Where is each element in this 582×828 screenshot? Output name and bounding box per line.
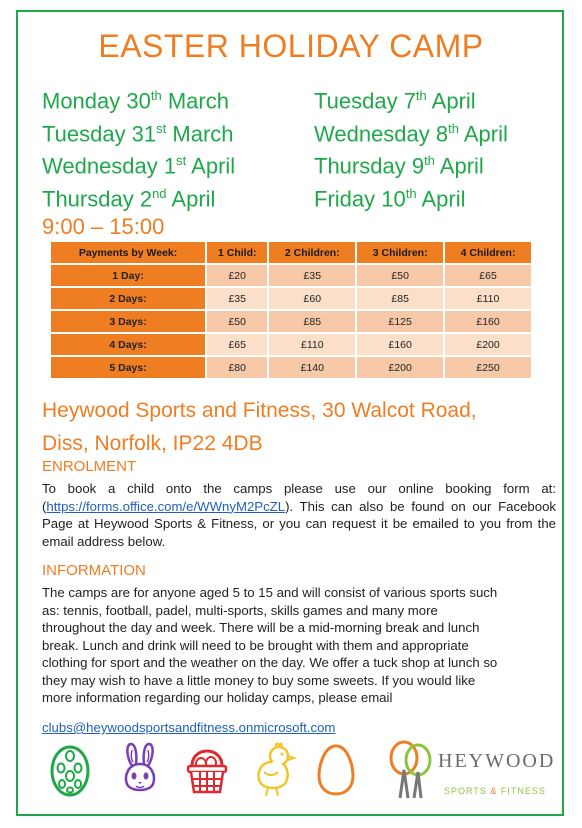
price-cell: £35 xyxy=(207,288,267,309)
price-cell: £35 xyxy=(269,265,355,286)
date-line: Tuesday 31st March xyxy=(42,120,234,146)
price-cell: £65 xyxy=(207,334,267,355)
logo-tagline: SPORTS & FITNESS xyxy=(444,786,546,796)
date-line: Monday 30th March xyxy=(42,88,229,114)
table-row xyxy=(51,357,531,378)
info-line: clothing for sport and the weather on the day. We offer a tuck shop at lunch so xyxy=(42,655,498,670)
row-header: 2 Days: xyxy=(51,288,205,309)
column-header: Payments by Week: xyxy=(51,242,205,263)
row-header: 1 Day: xyxy=(51,265,205,286)
date-line: Thursday 9th April xyxy=(314,153,484,179)
row-header: 3 Days: xyxy=(51,311,205,332)
price-table xyxy=(49,240,533,380)
contact-email-link[interactable]: clubs@heywoodsportsandfitness.onmicrosoft.com xyxy=(42,720,336,735)
price-cell: £160 xyxy=(357,334,443,355)
venue-address xyxy=(42,394,477,460)
price-cell: £80 xyxy=(207,357,267,378)
date-line: Tuesday 7th April xyxy=(314,88,476,114)
price-table-header xyxy=(51,242,531,263)
heywood-logo xyxy=(384,740,560,806)
price-cell: £65 xyxy=(445,265,531,286)
price-cell: £125 xyxy=(357,311,443,332)
tree-logo-icon xyxy=(384,740,440,802)
plain-egg-icon xyxy=(316,742,356,798)
price-cell: £85 xyxy=(269,311,355,332)
address-line: Diss, Norfolk, IP22 4DB xyxy=(42,432,263,455)
info-line: as: tennis, football, padel, multi-sports, skills games and many more xyxy=(42,602,438,618)
price-cell: £50 xyxy=(207,311,267,332)
column-header: 3 Children: xyxy=(357,242,443,263)
table-row xyxy=(51,265,531,286)
dates-week-two xyxy=(314,80,508,210)
price-cell: £200 xyxy=(445,334,531,355)
info-line: break. Lunch and drink will need to be brought with them and appropriate xyxy=(42,637,469,653)
information-text xyxy=(42,584,556,707)
logo-wordmark: HEYWOOD xyxy=(438,750,556,772)
address-line: Heywood Sports and Fitness, 30 Walcot Road, xyxy=(42,399,477,422)
row-header: 5 Days: xyxy=(51,357,205,378)
info-line: The camps are for anyone aged 5 to 15 and will consist of various sports such xyxy=(42,585,498,600)
info-line: throughout the day and week. There will be a mid-morning break and lunch xyxy=(42,620,480,635)
table-row xyxy=(51,334,531,355)
price-cell: £60 xyxy=(269,288,355,309)
row-header: 4 Days: xyxy=(51,334,205,355)
column-header: 2 Children: xyxy=(269,242,355,263)
table-row xyxy=(51,311,531,332)
price-cell: £160 xyxy=(445,311,531,332)
egg-icon xyxy=(48,742,92,798)
column-header: 4 Children: xyxy=(445,242,531,263)
price-cell: £50 xyxy=(357,265,443,286)
price-cell: £110 xyxy=(269,334,355,355)
price-cell: £85 xyxy=(357,288,443,309)
column-header: 1 Child: xyxy=(207,242,267,263)
enrolment-heading: ENROLMENT xyxy=(42,458,137,475)
date-line: Wednesday 8th April xyxy=(314,120,508,146)
price-cell: £20 xyxy=(207,265,267,286)
info-line: they may wish to have a little money to buy some sweets. If you would like xyxy=(42,672,476,688)
date-line: Wednesday 1st April xyxy=(42,153,236,179)
price-cell: £140 xyxy=(269,357,355,378)
price-cell: £250 xyxy=(445,357,531,378)
dates-week-one xyxy=(42,80,235,210)
camp-hours: 9:00 – 15:00 xyxy=(42,214,165,239)
info-line: more information regarding our holiday camps, please email xyxy=(42,690,393,705)
chick-icon xyxy=(252,742,298,798)
price-cell: £200 xyxy=(357,357,443,378)
date-line: Thursday 2nd April xyxy=(42,185,216,211)
date-line: Friday 10th April xyxy=(314,185,466,211)
booking-form-link[interactable]: https://forms.office.com/e/WWnyM2PcZL xyxy=(46,498,286,514)
information-heading: INFORMATION xyxy=(42,562,146,579)
price-cell: £110 xyxy=(445,288,531,309)
bunny-icon xyxy=(118,742,162,798)
enrolment-text: To book a child onto the camps please use our online booking form at: (https://forms.office.com/e/WWnyM2PcZL). This can also be found on our Facebook Page at Heywood Sports & Fitness, or you can request it be emailed to you from the email address below. xyxy=(42,481,556,549)
table-row xyxy=(51,288,531,309)
page-title: EASTER HOLIDAY CAMP xyxy=(98,28,484,64)
basket-icon xyxy=(184,742,230,798)
